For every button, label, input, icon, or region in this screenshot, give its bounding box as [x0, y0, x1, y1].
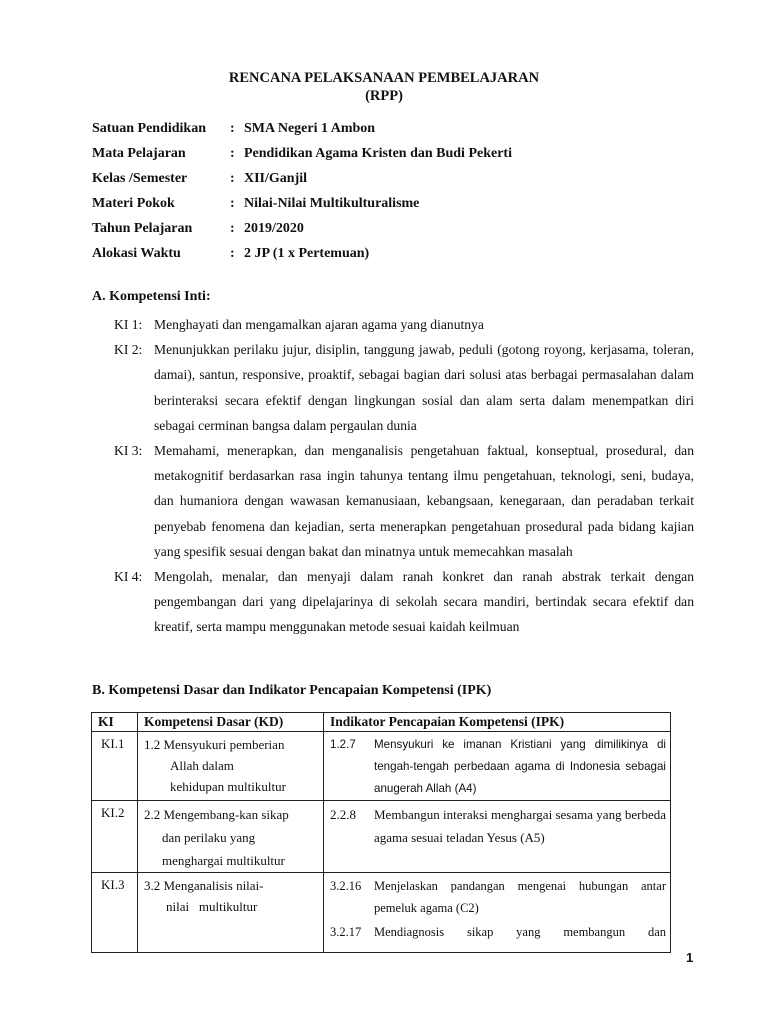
- kd-cell: [138, 873, 324, 953]
- ipk-cell: [324, 873, 671, 953]
- ki-text: Mengolah, menalar, dan menyaji dalam ranah konkret dan ranah abstrak terkait dengan pengembangan dari yang dipelajarinya di sekolah secara mandiri, bertindak secara efektif dan kreatif, serta mampu menggunakan metode sesuai kaidah keilmuan: [154, 569, 694, 635]
- kd-text: menghargai multikultur: [162, 853, 285, 868]
- meta-label: Tahun Pelajaran: [92, 221, 193, 236]
- meta-colon: :: [230, 171, 235, 186]
- meta-value: XII/Ganjil: [244, 171, 308, 186]
- ipk-number: 3.2.17: [330, 925, 362, 939]
- section-b-heading: B. Kompetensi Dasar dan Indikator Pencapaian Kompetensi (IPK): [92, 683, 492, 698]
- identity-block: [92, 120, 512, 270]
- meta-label: Materi Pokok: [92, 196, 175, 211]
- ki-cell: KI.1: [92, 732, 138, 801]
- ipk-number: 2.2.8: [330, 807, 356, 822]
- meta-label: Mata Pelajaran: [92, 146, 186, 161]
- ki-text: Menghayati dan mengamalkan ajaran agama yang dianutnya: [154, 317, 484, 332]
- meta-row: [92, 245, 512, 270]
- table-header-row: [92, 713, 671, 732]
- kd-text: 3.2 Menganalisis nilai-: [144, 878, 264, 893]
- kd-text: dan perilaku yang: [162, 830, 256, 845]
- ki-number: KI 4:: [114, 569, 143, 585]
- column-header-ki: KI: [92, 713, 138, 732]
- ipk-text: Mendiagnosis sikap yang membangun dan: [374, 925, 666, 939]
- ipk-cell: [324, 801, 671, 873]
- ki-text: Menunjukkan perilaku jujur, disiplin, tanggung jawab, peduli (gotong royong, kerjasama, toleran, damai), santun, responsive, proaktif, sebagai bagian dari solusi atas berbagai permasalahan dalam berinteraksi secara efektif dengan lingkungan sosial dan alam serta dalam menempatkan diri sebagai cerminan bangsa dalam pergaulan dunia: [154, 342, 694, 433]
- meta-colon: :: [230, 121, 235, 136]
- ki-number: KI 1:: [114, 317, 143, 332]
- section-a-heading: A. Kompetensi Inti:: [92, 289, 211, 304]
- ipk-text: Mensyukuri ke imanan Kristiani yang dimilikinya di tengah-tengah perbedaan agama di Indonesia sebagai anugerah Allah (A4): [374, 738, 666, 795]
- meta-row: [92, 170, 512, 195]
- list-item: [114, 438, 694, 564]
- table-row: [92, 732, 671, 801]
- meta-row: [92, 195, 512, 220]
- document-subtitle: (RPP): [365, 88, 403, 104]
- meta-value: 2019/2020: [244, 221, 304, 236]
- meta-value: 2 JP (1 x Pertemuan): [244, 246, 370, 261]
- table-row: [92, 801, 671, 873]
- ipk-number: 1.2.7: [330, 738, 356, 751]
- kd-cell: [138, 801, 324, 873]
- kd-text: 2.2 Mengembang-kan sikap: [144, 807, 289, 822]
- meta-colon: :: [230, 146, 235, 161]
- core-competency-list: [114, 312, 694, 640]
- ipk-item: [330, 921, 666, 943]
- ki-text: Memahami, menerapkan, dan menganalisis pengetahuan faktual, konseptual, prosedural, dan metakognitif berdasarkan rasa ingin tahunya tentang ilmu pengetahuan, teknologi, seni, budaya, dan humaniora dengan wawasan kemanusiaan, kebangsaan, kenegaraan, dan peradaban terkait penyebab fenomena dan kejadian, serta menerapkan pengetahuan prosedural pada bidang kajian yang spesifik sesuai dengan bakat dan minatnya untuk memecahkan masalah: [154, 443, 694, 559]
- kd-text: Allah dalam: [170, 758, 234, 773]
- competency-table: [91, 712, 671, 953]
- meta-colon: :: [230, 221, 235, 236]
- list-item: [114, 312, 694, 337]
- meta-value: Nilai-Nilai Multikulturalisme: [244, 196, 420, 211]
- table-row: [92, 873, 671, 953]
- ki-number: KI 3:: [114, 443, 143, 459]
- meta-label: Alokasi Waktu: [92, 246, 181, 261]
- column-header-ipk: Indikator Pencapaian Kompetensi (IPK): [324, 713, 671, 732]
- meta-colon: :: [230, 246, 235, 261]
- list-item: [114, 564, 694, 640]
- ki-number: KI 2:: [114, 342, 143, 358]
- document-title: RENCANA PELAKSANAAN PEMBELAJARAN: [228, 70, 540, 86]
- meta-label: Kelas /Semester: [92, 171, 188, 186]
- meta-colon: :: [230, 196, 235, 211]
- meta-row: [92, 145, 512, 170]
- ipk-cell: [324, 732, 671, 801]
- meta-row: [92, 220, 512, 245]
- ipk-text: Membangun interaksi menghargai sesama yang berbeda agama sesuai teladan Yesus (A5): [374, 807, 666, 845]
- ipk-item: [330, 803, 666, 849]
- kd-text: 1.2 Mensyukuri pemberian: [144, 737, 285, 752]
- meta-value: SMA Negeri 1 Ambon: [244, 121, 376, 136]
- ipk-item: [330, 734, 666, 800]
- meta-row: [92, 120, 512, 145]
- kd-text: kehidupan multikultur: [170, 779, 286, 794]
- column-header-kd: Kompetensi Dasar (KD): [138, 713, 324, 732]
- ki-cell: KI.3: [92, 873, 138, 953]
- kd-cell: [138, 732, 324, 801]
- page-number: 1: [686, 950, 694, 965]
- meta-label: Satuan Pendidikan: [92, 121, 206, 136]
- kd-text: nilai multikultur: [166, 899, 258, 914]
- meta-value: Pendidikan Agama Kristen dan Budi Pekerti: [244, 146, 512, 161]
- list-item: [114, 337, 694, 438]
- ki-cell: KI.2: [92, 801, 138, 873]
- ipk-text: Menjelaskan pandangan mengenai hubungan antar pemeluk agama (C2): [374, 879, 666, 915]
- ipk-number: 3.2.16: [330, 879, 362, 893]
- ipk-item: [330, 875, 666, 919]
